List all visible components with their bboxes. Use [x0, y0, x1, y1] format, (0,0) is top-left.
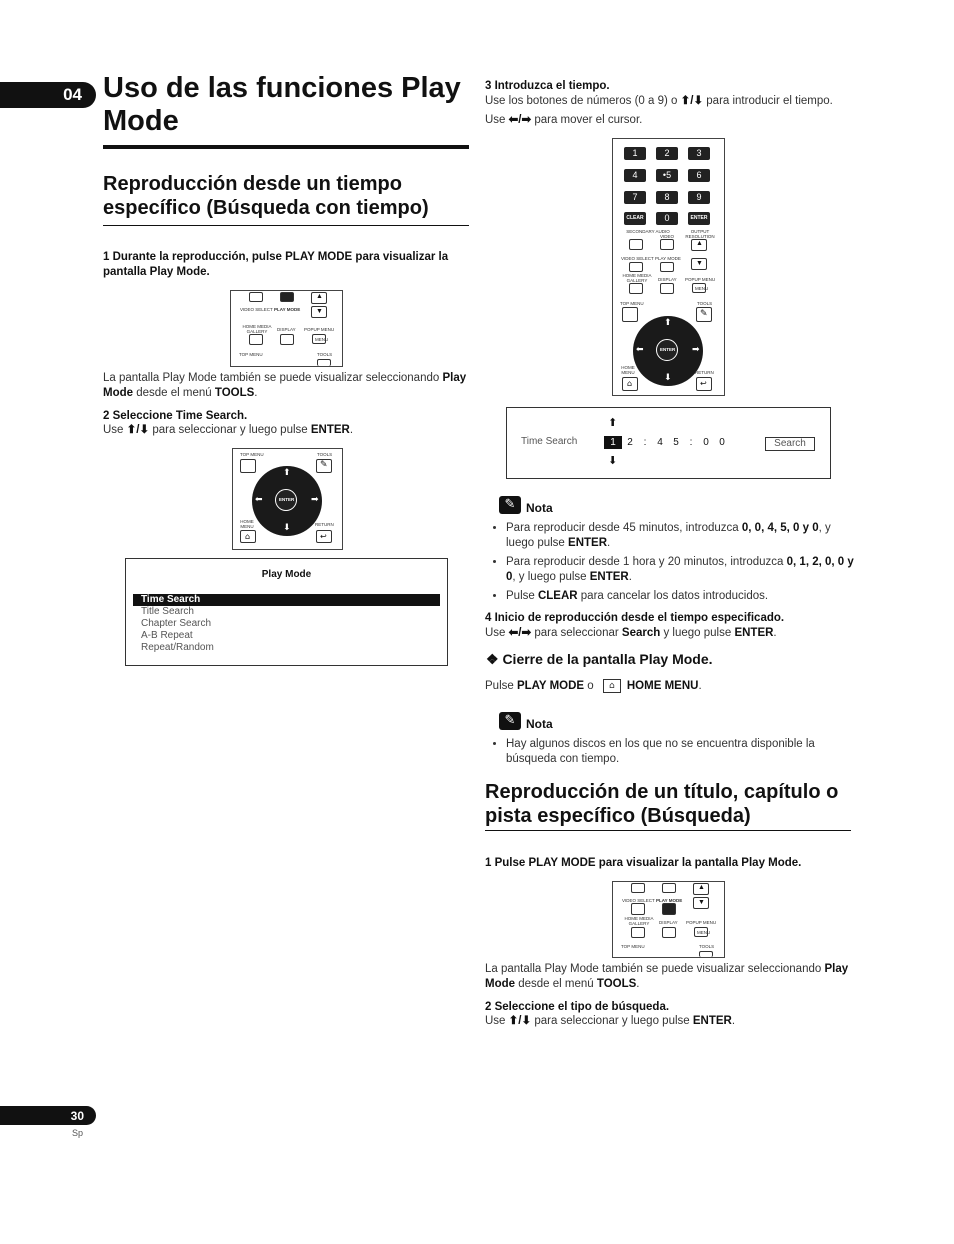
home-menu-label: HOME MENU: [621, 365, 635, 375]
number-8-button[interactable]: 8: [656, 191, 678, 204]
note1-list: [486, 521, 854, 608]
play-mode-label: PLAY MODE: [656, 898, 683, 903]
number-0-button[interactable]: 0: [656, 212, 678, 225]
play-mode-button-highlighted[interactable]: [662, 903, 676, 915]
section2-step1: 1 Pulse PLAY MODE para visualizar la pantalla Play Mode.: [485, 857, 802, 869]
menu-item-repeat-random[interactable]: Repeat/Random: [141, 642, 214, 653]
number-9-button[interactable]: 9: [688, 191, 710, 204]
number-7-button[interactable]: 7: [624, 191, 646, 204]
display-button[interactable]: [660, 283, 674, 294]
return-icon: ↩: [700, 379, 707, 388]
remote-panel-navigation: [232, 448, 343, 550]
note2-item: • Hay algunos discos en los que no se encuentra disponible la búsqueda con tiempo.: [506, 737, 854, 767]
home-icon: ⌂: [627, 379, 633, 388]
up-down-arrows-icon: ⬆/⬇: [680, 95, 704, 107]
display-label: DISPLAY: [277, 327, 296, 332]
video-select-button[interactable]: [631, 883, 645, 893]
display-label: DISPLAY: [659, 920, 678, 925]
left-right-arrows-icon: ⬅/➡: [508, 114, 532, 126]
popup-menu-button[interactable]: MENU: [694, 927, 708, 937]
down-triangle-icon: ▼: [698, 899, 705, 906]
tools-button[interactable]: [699, 951, 713, 957]
top-menu-label: TOP MENU: [239, 352, 263, 357]
home-menu-label: HOME MENU: [240, 519, 254, 529]
play-mode-screen-title: Play Mode: [261, 569, 312, 580]
video-select-label: VIDEO SELECT: [622, 898, 655, 903]
time-digit[interactable]: 0: [719, 437, 725, 448]
right-arrow-icon[interactable]: ➡: [311, 495, 319, 505]
home-media-gallery-label: HOME MEDIA GALLERY: [624, 916, 654, 926]
number-5-button[interactable]: •5: [656, 169, 678, 182]
tools-label: TOOLS: [699, 944, 715, 949]
play-mode-screen: [125, 558, 448, 666]
page-title: Uso de las funciones Play Mode: [103, 72, 461, 137]
down-triangle-icon: ▼: [316, 308, 323, 315]
time-digit[interactable]: 2: [627, 437, 633, 448]
remote-panel-play-mode: [612, 881, 725, 958]
time-separator: :: [689, 437, 693, 448]
close-section-text: Pulse PLAY MODE o ⌂ HOME MENU.: [485, 680, 702, 693]
tools-label: TOOLS: [317, 452, 333, 457]
popup-menu-label: POPUP MENU: [685, 277, 716, 282]
tools-button[interactable]: [317, 359, 331, 366]
number-4-button[interactable]: 4: [624, 169, 646, 182]
home-media-gallery-button[interactable]: [629, 283, 643, 294]
section1-para1: La pantalla Play Mode también se puede visualizar seleccionando Play Mode desde el menú TOOLS.: [103, 372, 467, 399]
home-media-gallery-label: HOME MEDIA GALLERY: [622, 273, 652, 283]
right-arrow-icon[interactable]: ➡: [692, 345, 700, 355]
audio-button[interactable]: [629, 239, 643, 250]
popup-menu-label: POPUP MENU: [304, 327, 335, 332]
time-digit[interactable]: 4: [657, 437, 663, 448]
section1-step4-text: Use ⬅/➡ para seleccionar Search y luego pulse ENTER.: [485, 627, 777, 639]
section1-step2-text: Use ⬆/⬇ para seleccionar y luego pulse ENTER.: [103, 424, 354, 436]
video-select-button[interactable]: [629, 262, 643, 272]
wrench-icon: ✎: [700, 309, 708, 319]
enter-button[interactable]: ENTER: [275, 489, 297, 511]
time-input[interactable]: [604, 436, 730, 449]
language-code: Sp: [72, 1128, 84, 1138]
up-triangle-icon: ▲: [698, 884, 705, 891]
resolution-down-button[interactable]: [691, 258, 707, 270]
home-media-gallery-button[interactable]: [631, 927, 645, 938]
play-mode-label: PLAY MODE: [274, 307, 301, 312]
popup-menu-button[interactable]: MENU: [312, 334, 326, 344]
top-menu-label: TOP MENU: [240, 452, 264, 457]
up-down-arrows-icon: ⬆/⬇: [508, 1015, 532, 1027]
menu-item-ab-repeat[interactable]: A-B Repeat: [141, 630, 193, 641]
note1-item: • Para reproducir desde 45 minutos, introduzca 0, 0, 4, 5, 0 y 0, y luego pulse ENTER.: [506, 521, 854, 551]
section2-heading: Reproducción de un título, capítulo o pista específico (Búsqueda): [485, 781, 839, 827]
top-menu-button[interactable]: [240, 459, 256, 473]
play-mode-label: PLAY MODE: [655, 256, 681, 261]
page-number-tab: [0, 1106, 96, 1125]
section2-step2-text: Use ⬆/⬇ para seleccionar y luego pulse ENTER.: [485, 1015, 736, 1027]
number-2-button[interactable]: 2: [656, 147, 678, 160]
section1-step4: 4 Inicio de reproducción desde el tiempo especificado.: [485, 612, 785, 624]
video-label: VIDEO: [660, 234, 675, 239]
chapter-number: 04: [63, 85, 82, 104]
output-resolution-label: OUTPUT RESOLUTION: [685, 229, 715, 239]
return-button[interactable]: [316, 530, 332, 543]
display-button[interactable]: [280, 334, 294, 345]
page-number: 30: [70, 1108, 84, 1123]
home-media-gallery-label: HOME MEDIA GALLERY: [242, 324, 272, 334]
tools-button[interactable]: [316, 459, 332, 473]
note-icon: ✎: [499, 496, 521, 514]
up-down-arrows-icon: ⬆/⬇: [126, 424, 150, 436]
down-button[interactable]: [693, 897, 709, 909]
top-menu-label: TOP MENU: [620, 301, 644, 306]
tools-label: TOOLS: [317, 352, 333, 357]
number-3-button[interactable]: 3: [688, 147, 710, 160]
remote-panel-numeric: [612, 138, 725, 396]
home-media-gallery-button[interactable]: [249, 334, 263, 345]
home-icon: ⌂: [603, 679, 621, 693]
down-arrow-icon[interactable]: ⬇: [283, 523, 291, 533]
down-arrow-icon[interactable]: ⬇: [664, 373, 672, 383]
section1-step3-line2: Use ⬅/➡ para mover el cursor.: [485, 114, 643, 126]
home-menu-button[interactable]: [622, 377, 638, 391]
return-label: RETURN: [695, 370, 714, 375]
section1-heading: Reproducción desde un tiempo específico (Búsqueda con tiempo): [103, 173, 429, 219]
down-triangle-icon: ▼: [696, 260, 703, 267]
resolution-up-button[interactable]: [691, 239, 707, 251]
section1-step3: 3 Introduzca el tiempo.: [485, 80, 610, 92]
time-search-label: Time Search: [521, 436, 578, 447]
note2-list: [486, 737, 854, 771]
display-label: DISPLAY: [658, 277, 677, 282]
tools-button[interactable]: [696, 307, 712, 322]
chapter-tab: [0, 82, 96, 108]
remote-panel-play-mode: [230, 290, 343, 367]
play-mode-button[interactable]: [660, 262, 674, 272]
time-digit[interactable]: 0: [703, 437, 709, 448]
search-button[interactable]: Search: [765, 437, 815, 451]
video-select-button[interactable]: [249, 292, 263, 302]
video-select-lower-button[interactable]: [631, 903, 645, 915]
section2-para1: La pantalla Play Mode también se puede visualizar seleccionando Play Mode desde el menú TOOLS.: [485, 963, 849, 990]
up-triangle-icon: ▲: [696, 240, 703, 247]
return-icon: ↩: [320, 532, 327, 541]
top-menu-label: TOP MENU: [621, 944, 645, 949]
enter-key-button[interactable]: ENTER: [688, 212, 710, 225]
up-arrow-icon[interactable]: ⬆: [664, 318, 672, 328]
note1-item: • Para reproducir desde 1 hora y 20 minutos, introduzca 0, 1, 2, 0, 0 y 0, y luego pulse ENTER.: [506, 555, 854, 585]
top-menu-button[interactable]: [622, 307, 638, 322]
down-button[interactable]: [311, 306, 327, 318]
video-select-label: VIDEO SELECT: [240, 307, 273, 312]
left-right-arrows-icon: ⬅/➡: [508, 627, 532, 639]
menu-item-time-search[interactable]: Time Search: [133, 594, 440, 606]
popup-menu-label: POPUP MENU: [686, 920, 717, 925]
menu-item-chapter-search[interactable]: Chapter Search: [141, 618, 212, 629]
time-digit[interactable]: 5: [673, 437, 679, 448]
note2-label: Nota: [526, 717, 553, 731]
note-icon: ✎: [499, 712, 521, 730]
home-menu-button[interactable]: [240, 530, 256, 543]
up-arrow-icon[interactable]: ⬆: [283, 468, 291, 478]
video-button[interactable]: [660, 239, 674, 250]
navigation-ring[interactable]: [633, 316, 703, 386]
navigation-ring[interactable]: [252, 466, 322, 536]
play-mode-button[interactable]: [662, 883, 676, 893]
menu-item-title-search[interactable]: Title Search: [141, 606, 194, 617]
video-select-label: VIDEO SELECT: [621, 256, 654, 261]
wrench-icon: ✎: [320, 460, 328, 470]
left-arrow-icon[interactable]: ⬅: [255, 495, 263, 505]
time-digit-cursor[interactable]: 1: [604, 436, 622, 449]
time-search-screen: [506, 407, 831, 479]
section1-step2: 2 Seleccione Time Search.: [103, 410, 248, 422]
section1-step3-line1: Use los botones de números (0 a 9) o ⬆/⬇ para introducir el tiempo.: [485, 95, 833, 107]
note1-label: Nota: [526, 501, 553, 515]
secondary-audio-label: SECONDARY AUDIO: [626, 229, 670, 234]
number-6-button[interactable]: 6: [688, 169, 710, 182]
note1-item: • Pulse CLEAR para cancelar los datos introducidos.: [506, 589, 854, 604]
left-arrow-icon[interactable]: ⬅: [636, 345, 644, 355]
clear-button[interactable]: CLEAR: [624, 212, 646, 225]
section2-step2: 2 Seleccione el tipo de búsqueda.: [485, 1001, 670, 1013]
enter-button[interactable]: ENTER: [656, 339, 678, 361]
up-arrow-icon: ⬆: [608, 416, 618, 429]
up-button[interactable]: [693, 883, 709, 895]
close-section-heading: ❖ Cierre de la pantalla Play Mode.: [486, 651, 713, 667]
play-mode-button[interactable]: [280, 292, 294, 302]
time-separator: :: [643, 437, 647, 448]
return-button[interactable]: [696, 377, 712, 391]
home-icon: ⌂: [245, 532, 251, 541]
return-label: RETURN: [315, 522, 334, 527]
number-1-button[interactable]: 1: [624, 147, 646, 160]
section1-rule: [103, 225, 469, 226]
title-rule: [103, 145, 469, 149]
down-arrow-icon: ⬇: [608, 454, 618, 467]
up-triangle-icon: ▲: [316, 293, 323, 300]
section1-step1: 1 Durante la reproducción, pulse PLAY MODE para visualizar la pantalla Play Mode.: [103, 251, 449, 278]
play-mode-menu-list: [133, 594, 440, 654]
section2-rule: [485, 830, 851, 831]
popup-menu-button[interactable]: MENU: [692, 283, 706, 293]
tools-label: TOOLS: [697, 301, 713, 306]
up-button[interactable]: [311, 292, 327, 304]
display-button[interactable]: [662, 927, 676, 938]
